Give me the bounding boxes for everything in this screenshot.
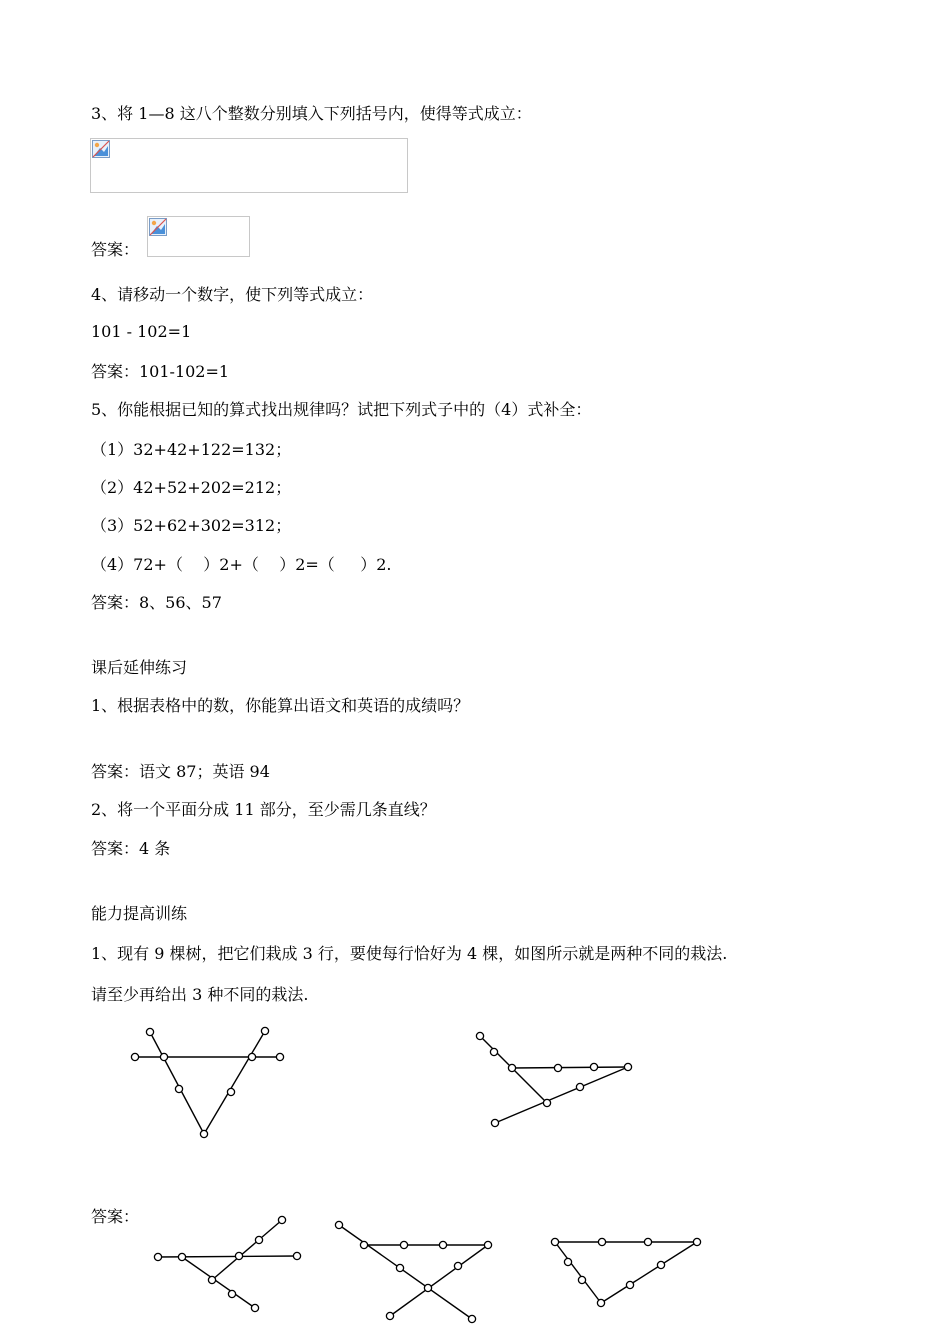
q5-line-1: （1）32+42+122=132； [91,440,292,459]
q5-line-4: （4）72+（ ）2+（ ）2=（ ）2. [91,555,392,574]
ability-q1-line1: 1、现有 9 棵树，把它们栽成 3 行，要使每行恰好为 4 棵，如图所示就是两种不同的栽法. [91,944,728,963]
ability-q1-line2: 请至少再给出 3 种不同的栽法. [91,985,309,1004]
after-class-q2: 2、将一个平面分成 11 部分，至少需几条直线？ [91,800,436,819]
q5-line-2: （2）42+52+202=212； [91,478,292,497]
q3-text: 3、将 1—8 这八个整数分别填入下列括号内，使得等式成立： [91,104,532,123]
after-class-heading: 课后延伸练习 [91,658,188,677]
q4-text: 4、请移动一个数字，使下列等式成立： [91,285,374,304]
example-figure-1 [131,1027,283,1137]
after-class-q2-answer: 答案：4 条 [91,839,171,858]
ability-heading: 能力提高训练 [91,904,188,923]
answer-figure-2 [335,1221,491,1322]
after-class-q1-answer: 答案：语文 87；英语 94 [91,762,270,781]
example-figure-2 [476,1032,631,1126]
q4-answer: 答案：101-102=1 [91,362,230,381]
after-class-q1: 1、根据表格中的数，你能算出语文和英语的成绩吗？ [91,696,470,715]
q5-answer: 答案：8、56、57 [91,593,222,612]
q5-text: 5、你能根据已知的算式找出规律吗？试把下列式子中的（4）式补全： [91,400,592,419]
q3-answer-label: 答案： [91,240,140,259]
answer-figure-1 [154,1216,300,1311]
q4-equation: 101 - 102=1 [91,322,192,341]
q5-line-3: （3）52+62+302=312； [91,516,292,535]
ability-answer-label: 答案： [91,1207,140,1226]
answer-figure-3 [551,1238,700,1306]
